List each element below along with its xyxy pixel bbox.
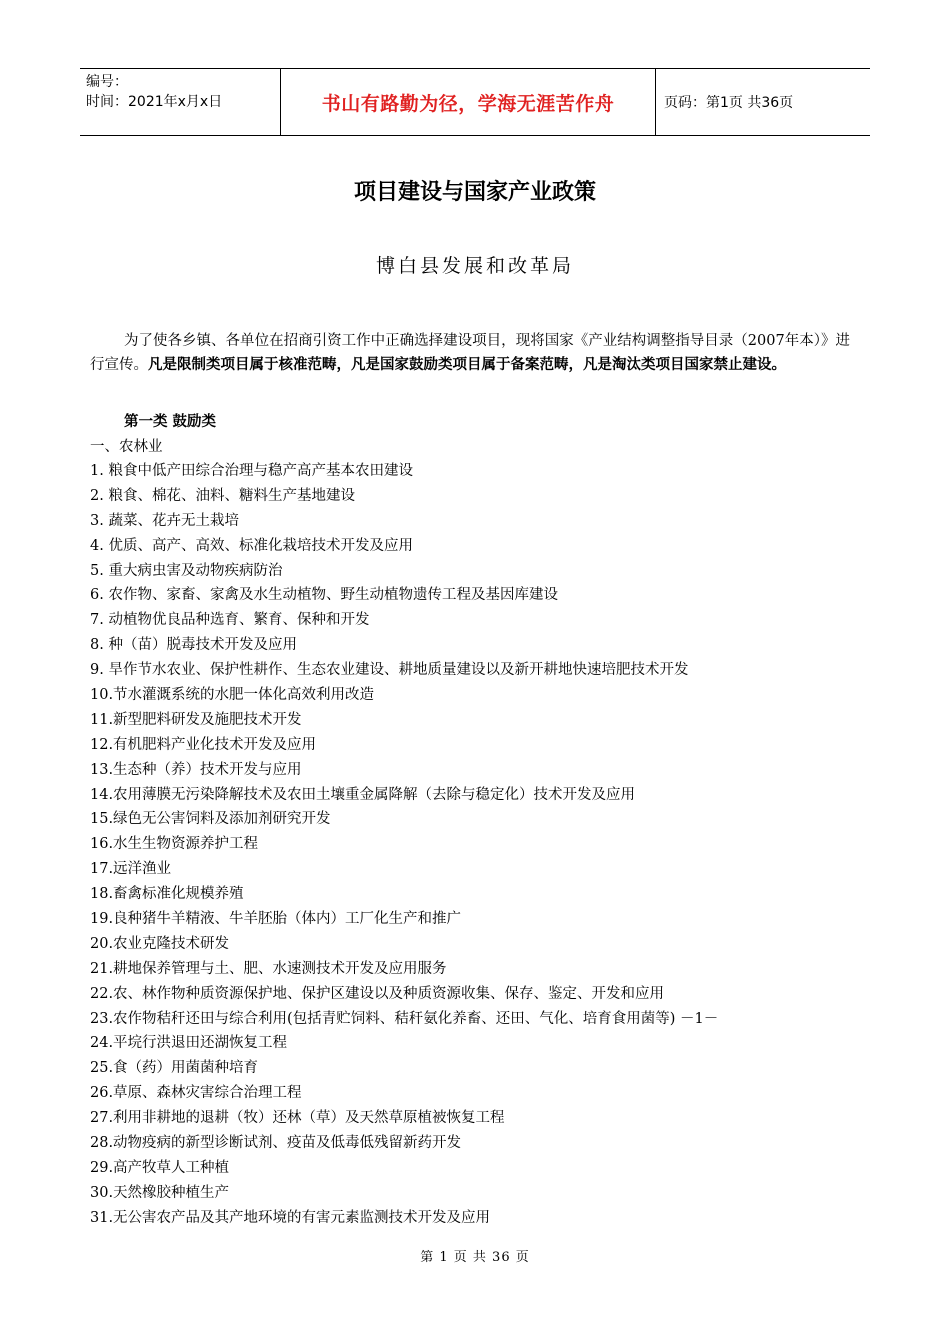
list-item: 25.食（药）用菌菌种培育 [90, 1060, 259, 1077]
list-item: 2. 粮食、棉花、油料、糖料生产基地建设 [90, 487, 355, 504]
list-item: 14.农用薄膜无污染降解技术及农田土壤重金属降解（去除与稳定化）技术开发及应用 [90, 786, 636, 803]
list-item: 15.绿色无公害饲料及添加剂研究开发 [90, 811, 331, 828]
list-item: 3. 蔬菜、花卉无土栽培 [90, 512, 239, 529]
list-item: 29.高产牧草人工种植 [90, 1159, 230, 1176]
list-item: 19.良种猪牛羊精液、牛羊胚胎（体内）工厂化生产和推广 [90, 911, 462, 928]
header-meta [80, 69, 280, 135]
item-list [90, 459, 860, 1231]
list-item: 26.草原、森林灾害综合治理工程 [90, 1085, 302, 1102]
list-item: 23.农作物秸秆还田与综合利用(包括青贮饲料、秸秆氨化养畜、还田、气化、培育食用菌等) －1－ [90, 1010, 719, 1027]
motto: 书山有路勤为径，学海无涯苦作舟 [280, 69, 656, 135]
list-item: 20.农业克隆技术研发 [90, 935, 230, 952]
section-heading: 一、农林业 [90, 439, 163, 455]
list-item: 10.节水灌溉系统的水肥一体化高效利用改造 [90, 687, 375, 704]
document-subtitle: 博白县发展和改革局 [375, 255, 574, 277]
list-item: 27.利用非耕地的退耕（牧）还林（草）及天然草原植被恢复工程 [90, 1110, 505, 1127]
list-item: 22.农、林作物种质资源保护地、保护区建设以及种质资源收集、保存、鉴定、开发和应用 [90, 985, 665, 1002]
list-item: 30.天然橡胶种植生产 [90, 1184, 230, 1201]
number-label: 编号： [86, 74, 128, 90]
intro-text: 为了使各乡镇、各单位在招商引资工作中正确选择建设项目，现将国家《产业结构调整指导目录（2007年本）》进行宣传。 [90, 332, 850, 373]
intro-bold-text: 凡是限制类项目属于核准范畴，凡是国家鼓励类项目属于备案范畴，凡是淘汰类项目国家禁止建设。 [148, 356, 786, 373]
document-header [80, 68, 870, 136]
page-footer: 第 1 页 共 36 页 [420, 1250, 530, 1265]
list-item: 16.水生生物资源养护工程 [90, 836, 259, 853]
list-item: 1. 粮食中低产田综合治理与稳产高产基本农田建设 [90, 463, 413, 479]
document-title: 项目建设与国家产业政策 [353, 180, 596, 205]
page-info: 页码：第1页 共36页 [664, 95, 794, 111]
list-item: 7. 动植物优良品种选育、繁育、保种和开发 [90, 612, 370, 629]
list-item: 4. 优质、高产、高效、标准化栽培技术开发及应用 [90, 537, 413, 554]
list-item: 12.有机肥料产业化技术开发及应用 [90, 736, 317, 753]
list-item: 13.生态种（养）技术开发与应用 [90, 761, 302, 778]
list-item: 28.动物疫病的新型诊断试剂、疫苗及低毒低残留新药开发 [90, 1135, 462, 1152]
list-item: 11.新型肥料研发及施肥技术开发 [90, 711, 302, 728]
intro-paragraph [90, 329, 850, 377]
time-label: 时间：2021年x月x日 [86, 94, 223, 110]
list-item: 31.无公害农产品及其产地环境的有害元素监测技术开发及应用 [90, 1209, 491, 1226]
list-item: 24.平垸行洪退田还湖恢复工程 [90, 1035, 288, 1052]
list-item: 9. 旱作节水农业、保护性耕作、生态农业建设、耕地质量建设以及新开耕地快速培肥技术开发 [90, 662, 689, 679]
list-item: 5. 重大病虫害及动物疾病防治 [90, 562, 283, 579]
list-item: 6. 农作物、家畜、家禽及水生动植物、野生动植物遗传工程及基因库建设 [90, 587, 558, 604]
category-heading: 第一类 鼓励类 [124, 414, 217, 430]
list-item: 18.畜禽标准化规模养殖 [90, 886, 244, 903]
list-item: 8. 种（苗）脱毒技术开发及应用 [90, 637, 297, 654]
list-item: 17.远洋渔业 [90, 861, 172, 878]
list-item: 21.耕地保养管理与土、肥、水速测技术开发及应用服务 [90, 960, 447, 977]
